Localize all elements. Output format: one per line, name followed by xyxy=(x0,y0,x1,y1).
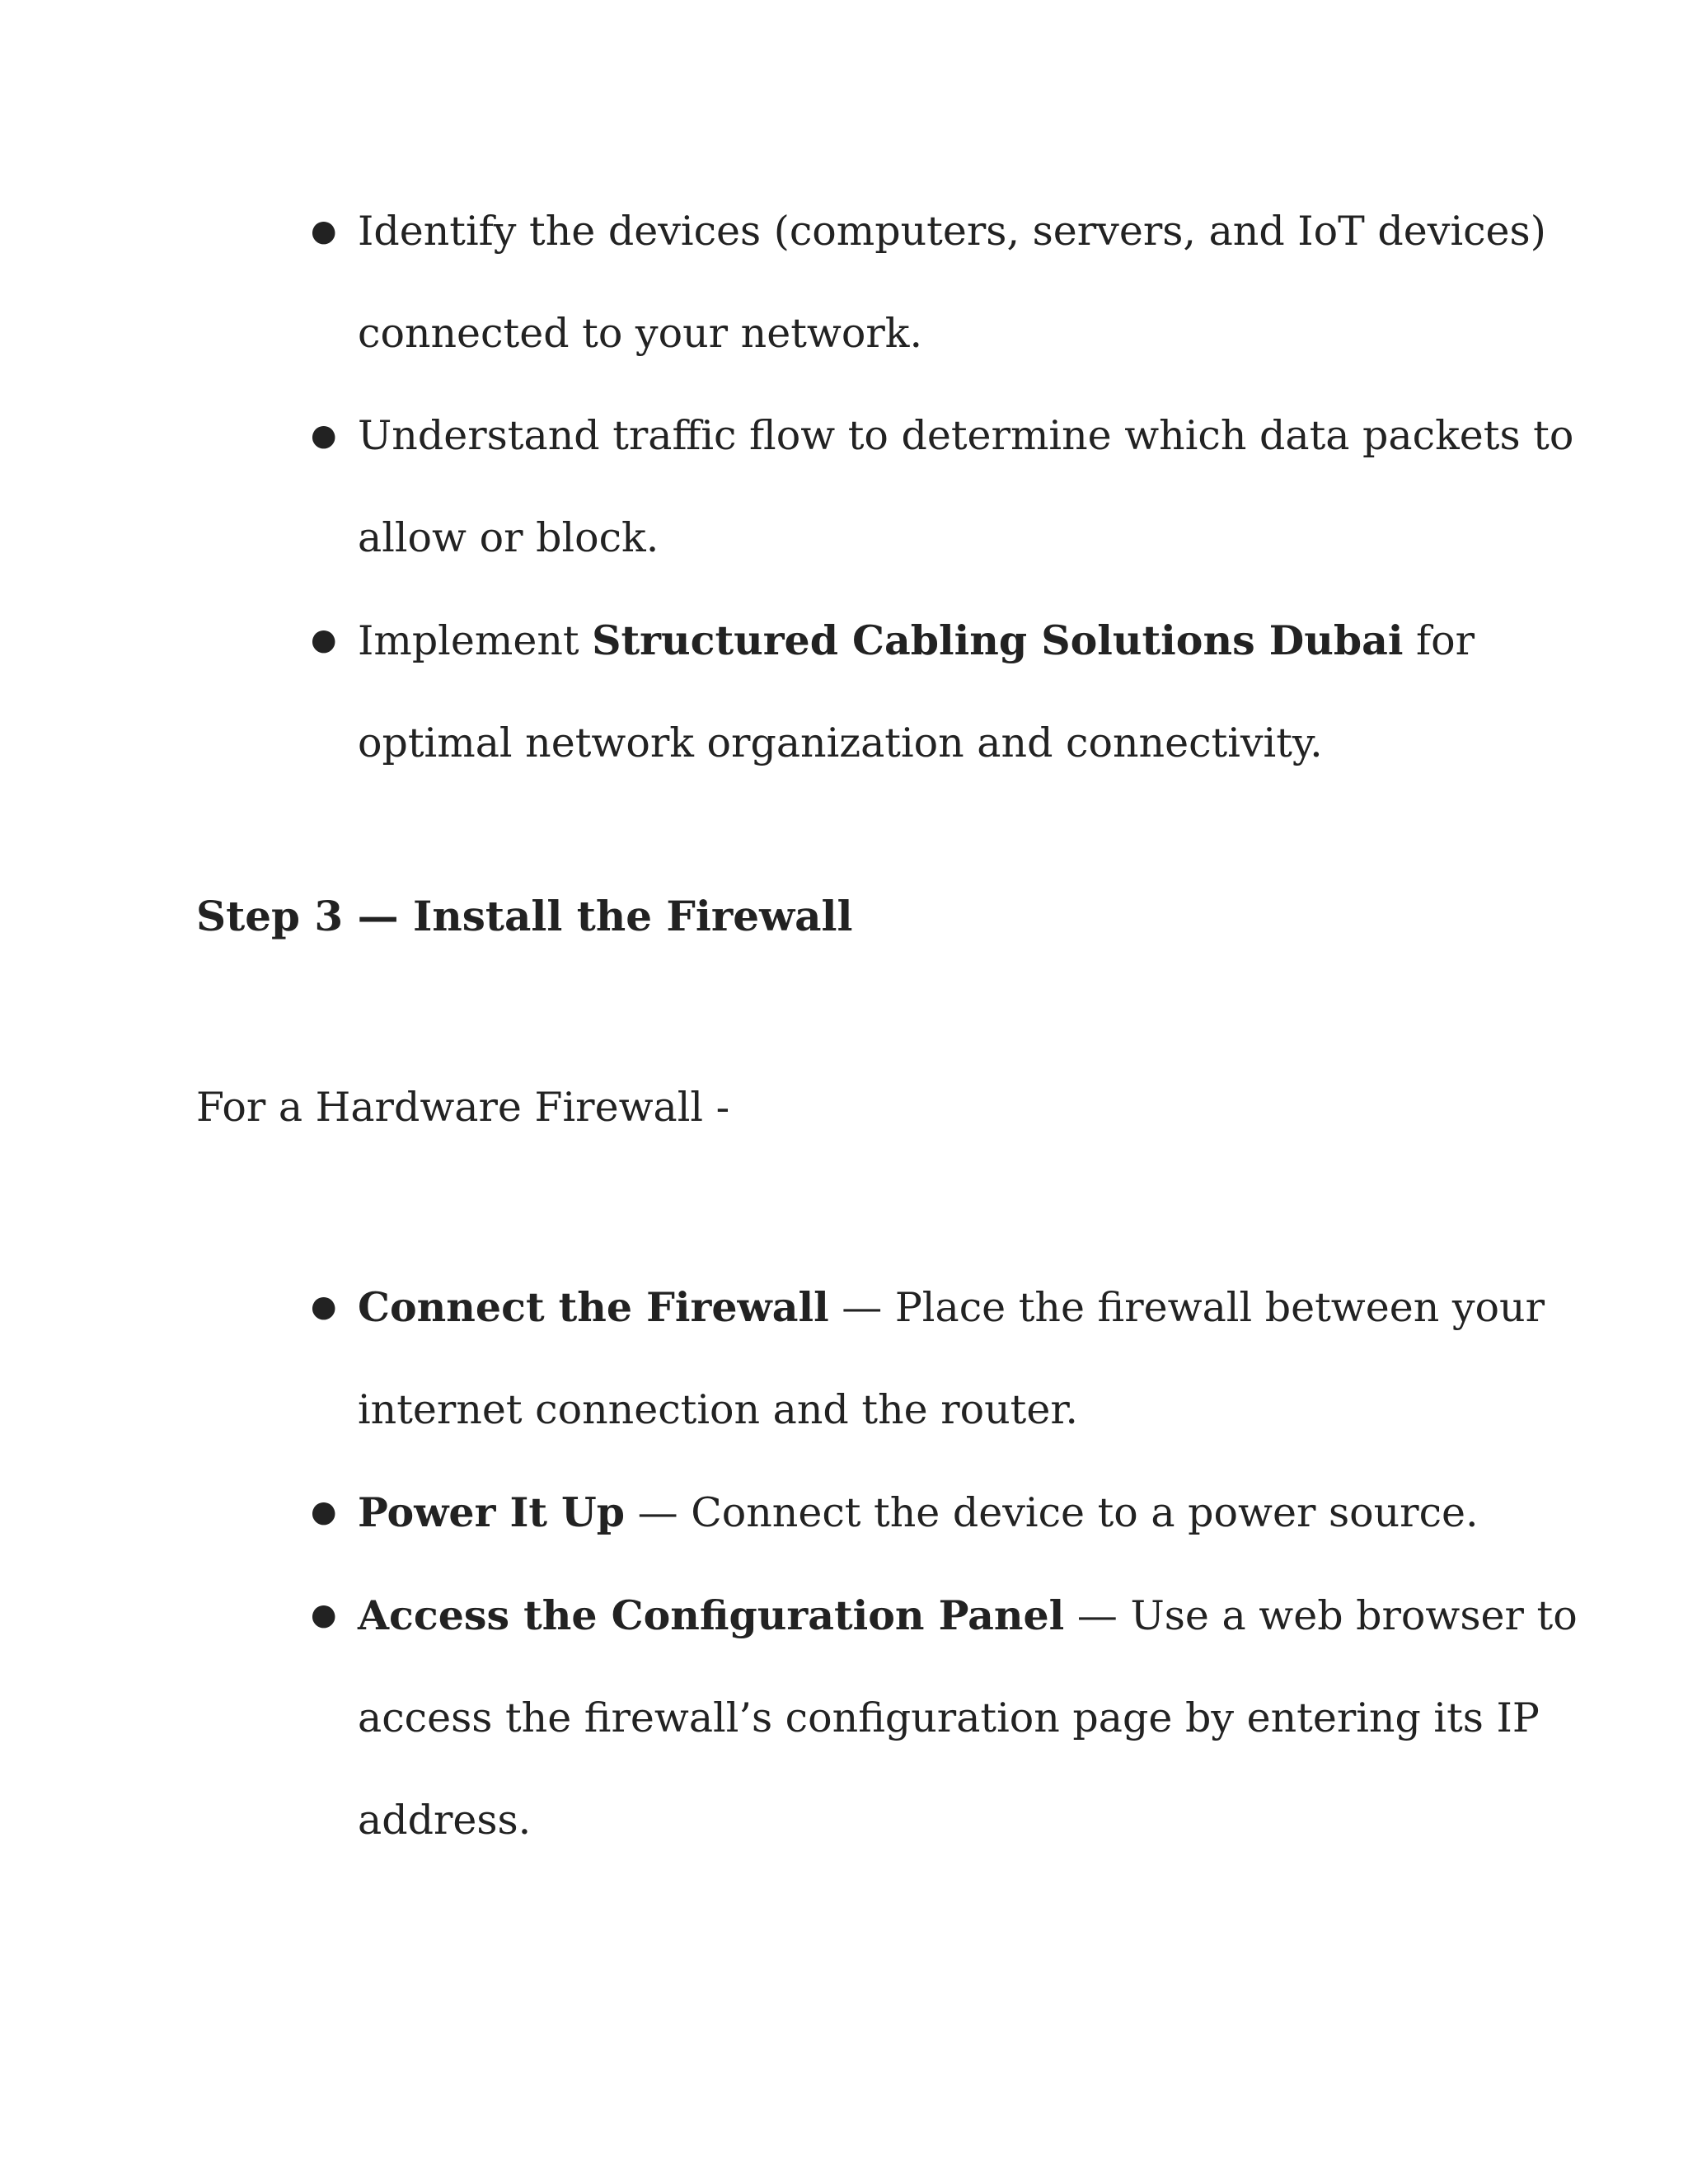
list-item-text: allow or block. xyxy=(358,514,659,561)
list-item xyxy=(0,1256,1688,1461)
list-item-text xyxy=(358,589,1475,692)
list-item-text xyxy=(358,1461,1479,1564)
list-item-text: connected to your network. xyxy=(358,310,923,357)
list-item xyxy=(0,1461,1688,1564)
list-item-text-tail: for xyxy=(1403,617,1475,664)
step-title: Access the Configuration Panel xyxy=(358,1591,1065,1639)
list-item xyxy=(0,385,1688,589)
bullet-icon: ● xyxy=(311,623,337,657)
list-item-text: optimal network organization and connectivity. xyxy=(358,719,1323,766)
list-item-text: internet connection and the router. xyxy=(358,1386,1078,1433)
list-item-text: Identify the devices (computers, servers, and IoT devices) xyxy=(358,208,1546,255)
bullet-icon: ● xyxy=(311,1290,337,1324)
step-3-heading: Step 3 — Install the Firewall xyxy=(196,892,853,940)
list-item-text xyxy=(358,1564,1578,1667)
list-item-text-lead: Implement xyxy=(358,617,593,664)
list-item-text xyxy=(358,1256,1545,1359)
list-item xyxy=(0,589,1688,794)
device-identification-list xyxy=(0,180,1688,794)
list-item-text: access the firewall’s configuration page by entering its IP xyxy=(358,1694,1540,1741)
list-item-text: Understand traffic flow to determine which data packets to xyxy=(358,412,1574,459)
bullet-icon: ● xyxy=(311,214,337,248)
step-description: — Connect the device to a power source. xyxy=(625,1489,1479,1536)
list-item xyxy=(0,1564,1688,1872)
bullet-icon: ● xyxy=(311,419,337,452)
list-item xyxy=(0,180,1688,385)
step-description: — Place the firewall between your xyxy=(828,1284,1545,1331)
structured-cabling-link-text: Structured Cabling Solutions Dubai xyxy=(592,616,1404,664)
hardware-firewall-steps-list xyxy=(0,1256,1688,1872)
hardware-firewall-intro: For a Hardware Firewall - xyxy=(196,1084,730,1131)
step-title: Connect the Firewall xyxy=(358,1283,829,1331)
step-title: Power It Up xyxy=(358,1488,626,1536)
bullet-icon: ● xyxy=(311,1495,337,1529)
bullet-icon: ● xyxy=(311,1598,337,1632)
list-item-text: address. xyxy=(358,1797,532,1844)
step-description: — Use a web browser to xyxy=(1064,1592,1578,1639)
